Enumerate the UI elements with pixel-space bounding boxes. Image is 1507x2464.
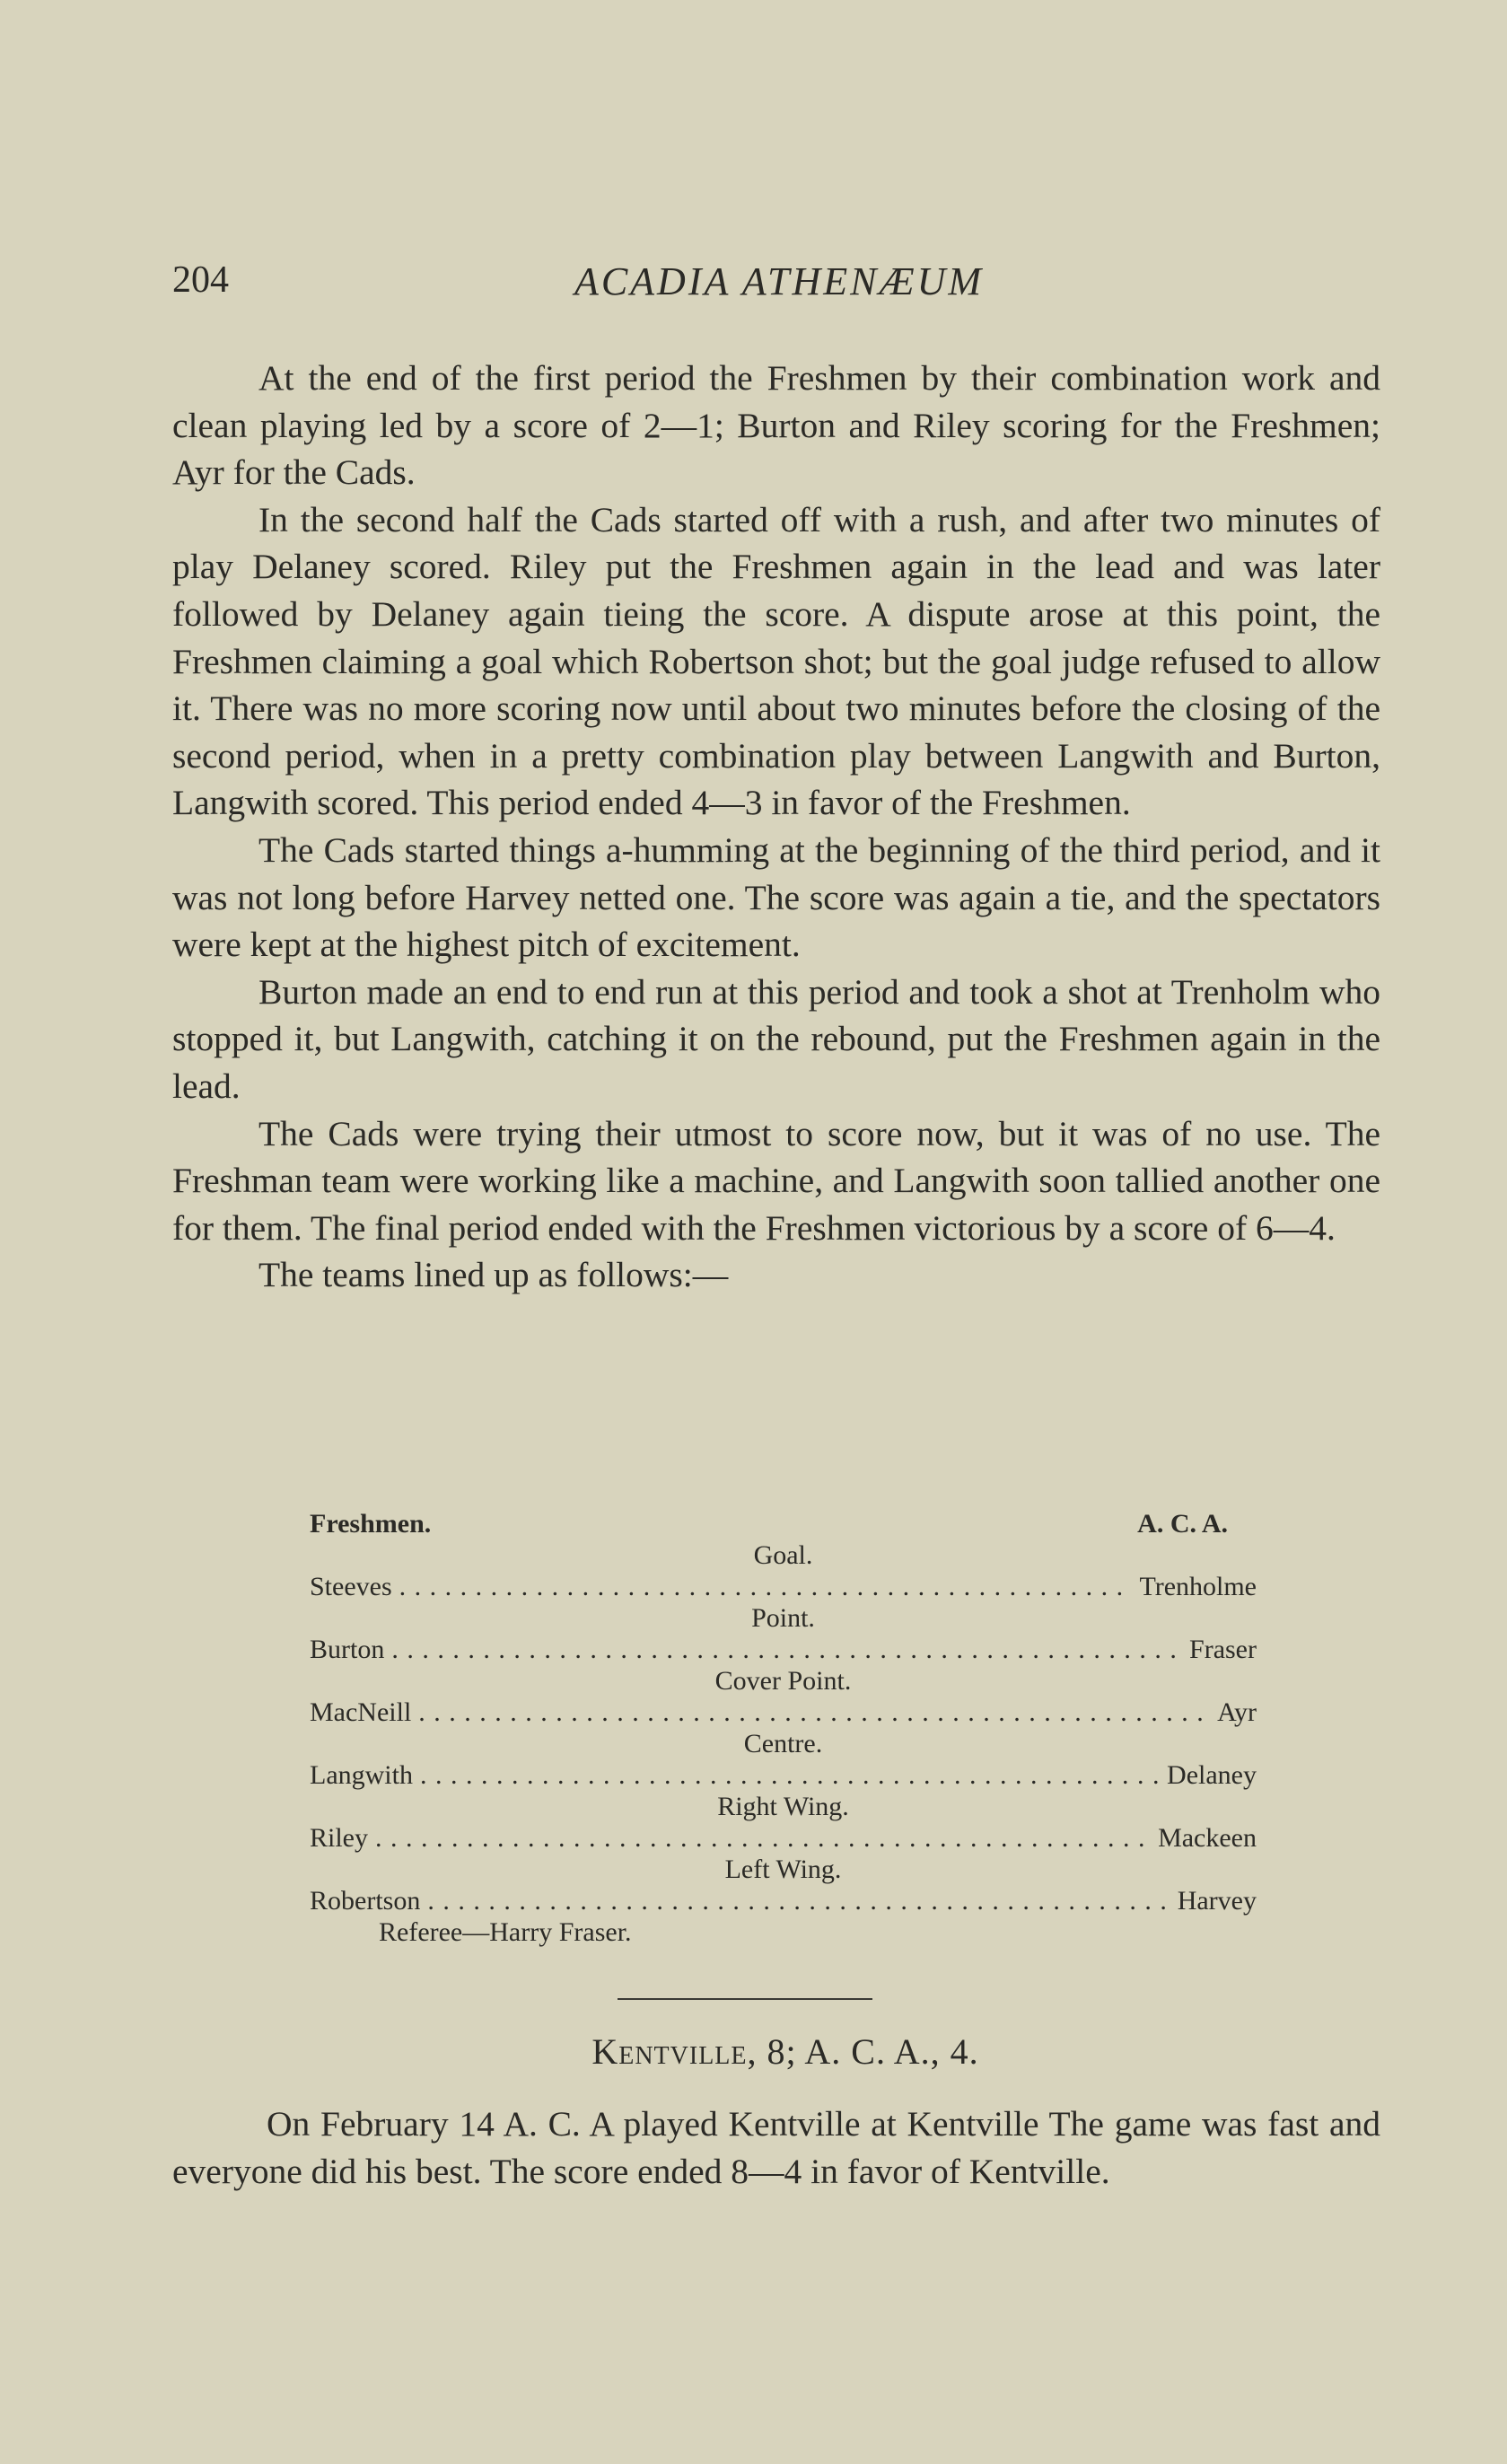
lineup-row [310, 1697, 1257, 1728]
article-body [172, 355, 1380, 1299]
right-player: Mackeen [1158, 1823, 1257, 1853]
leader-dots [391, 1634, 1182, 1665]
left-player: Riley [310, 1823, 368, 1853]
section-heading [0, 2030, 1507, 2073]
journal-title: ACADIA ATHENÆUM [574, 259, 985, 303]
paragraph: On February 14 A. C. A played Kentville at Kentville The game was fast and everyone did his best. The score ended 8—4 in favor of Kentville. [172, 2104, 1380, 2191]
leader-dots [427, 1885, 1170, 1916]
left-player: Robertson [310, 1886, 421, 1916]
leader-dots [420, 1759, 1160, 1791]
paragraph: In the second half the Cads started off with a rush, and after two minutes of play Delaney scored. Riley put the Freshmen again in the lead and was later followed by Delaney again tieing the score. A dispute arose at this point, the Freshmen claiming a goal which Robertson shot; but the goal judge refused to allow it. There was no more scoring now until about two minutes before the closing of the second period, when in a pretty combination play between Langwith and Burton, Langwith scored. This period ended 4—3 in favor of the Freshmen. [172, 499, 1380, 823]
lineup-row [310, 1759, 1257, 1791]
page-number: 204 [172, 259, 229, 301]
left-player: Steeves [310, 1572, 392, 1601]
position-label: Cover Point. [714, 1666, 852, 1696]
position-label: Point. [751, 1603, 815, 1633]
left-team-name: Freshmen. [310, 1509, 432, 1539]
page-header [172, 259, 1386, 305]
right-player: Fraser [1189, 1635, 1257, 1664]
paragraph: The teams lined up as follows:— [258, 1255, 729, 1295]
team-lineup [310, 1508, 1257, 1948]
position-label: Right Wing. [717, 1792, 849, 1821]
paragraph: At the end of the first period the Freshmen by their combination work and clean playing led by a score of 2—1; Burton and Riley scoring for the Freshmen; Ayr for the Cads. [172, 358, 1380, 493]
position-label: Goal. [753, 1540, 813, 1570]
lineup-row [310, 1571, 1257, 1602]
heading-team: Kentville [591, 2031, 748, 2072]
section-divider [618, 1998, 872, 2000]
right-player: Harvey [1177, 1886, 1257, 1916]
lineup-row [310, 1885, 1257, 1916]
left-player: Burton [310, 1635, 385, 1664]
leader-dots [399, 1571, 1133, 1602]
paragraph: The Cads started things a-humming at the beginning of the third period, and it was not long before Harvey netted one. The score was again a tie, and the spectators were kept at the highest pitch of excitement. [172, 829, 1380, 965]
lineup-row [310, 1822, 1257, 1854]
closing-section [172, 2100, 1380, 2195]
left-player: MacNeill [310, 1697, 412, 1727]
left-player: Langwith [310, 1760, 413, 1790]
right-player: Ayr [1217, 1697, 1257, 1727]
right-player: Trenholme [1139, 1572, 1257, 1601]
right-team-name: A. C. A. [1137, 1509, 1228, 1539]
leader-dots [418, 1697, 1210, 1728]
leader-dots [375, 1822, 1151, 1854]
paragraph: The Cads were trying their utmost to score now, but it was of no use. The Freshman team were working like a machine, and Langwith soon tallied another one for them. The final period ended with the Freshmen victorious by a score of 6—4. [172, 1113, 1380, 1248]
referee-line: Referee—Harry Fraser. [379, 1917, 632, 1947]
lineup-header [310, 1508, 1257, 1539]
position-label: Centre. [743, 1729, 823, 1758]
right-player: Delaney [1167, 1760, 1257, 1790]
paragraph: Burton made an end to end run at this period and took a shot at Trenholm who stopped it, but Langwith, catching it on the rebound, put the Freshmen again in the lead. [172, 971, 1380, 1106]
position-label: Left Wing. [724, 1855, 842, 1884]
heading-score: , 8; A. C. A., 4. [747, 2031, 979, 2072]
lineup-row [310, 1634, 1257, 1665]
